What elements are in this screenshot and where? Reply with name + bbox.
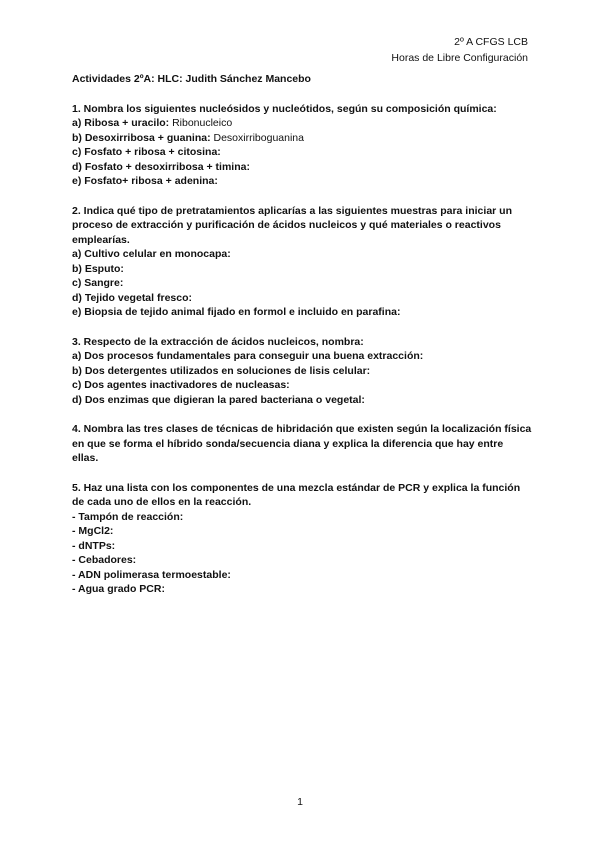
question-5-item-dntps: - dNTPs: bbox=[72, 539, 116, 552]
page-number: 1 bbox=[297, 796, 303, 808]
header-course: 2º A CFGS LCB bbox=[454, 36, 528, 48]
question-3-item-b: b) Dos detergentes utilizados en soluciones de lisis celular: bbox=[72, 364, 371, 377]
item-answer: Ribonucleico bbox=[172, 117, 233, 129]
question-3-item-c: c) Dos agentes inactivadores de nucleasas: bbox=[72, 379, 290, 391]
question-2-item-e: e) Biopsia de tejido animal fijado en formol e incluido en parafina: bbox=[72, 306, 401, 318]
question-1-item-b bbox=[72, 131, 532, 146]
document-body bbox=[72, 72, 532, 612]
question-5-item-buffer: - Tampón de reacción: bbox=[72, 510, 184, 523]
item-label: b) Desoxirribosa + guanina: bbox=[72, 131, 211, 144]
item-label: c) Fosfato + ribosa + citosina: bbox=[72, 146, 221, 158]
question-2-title: 2. Indica qué tipo de pretratamientos aplicarías a las siguientes muestras para iniciar un proceso de extracción y purificación de ácidos nucleicos y qué materiales o reactivos emplearías. bbox=[72, 204, 512, 246]
question-5-title: 5. Haz una lista con los componentes de una mezcla estándar de PCR y explica la función de cada uno de ellos en la reacción. bbox=[72, 481, 521, 508]
header-subject: Horas de Libre Configuración bbox=[391, 52, 528, 64]
question-3 bbox=[72, 335, 532, 408]
item-label: e) Fosfato+ ribosa + adenina: bbox=[72, 175, 218, 187]
question-5 bbox=[72, 481, 532, 597]
question-1-item-c bbox=[72, 145, 532, 160]
question-2-item-b: b) Esputo: bbox=[72, 262, 124, 275]
question-3-item-d: d) Dos enzimas que digieran la pared bacteriana o vegetal: bbox=[72, 393, 365, 406]
question-5-item-mgcl2: - MgCl2: bbox=[72, 525, 114, 537]
question-3-item-a: a) Dos procesos fundamentales para conseguir una buena extracción: bbox=[72, 350, 424, 362]
item-answer: Desoxirriboguanina bbox=[213, 131, 304, 144]
question-1 bbox=[72, 102, 532, 189]
question-5-item-polymerase: - ADN polimerasa termoestable: bbox=[72, 568, 231, 581]
question-4 bbox=[72, 422, 532, 466]
question-2 bbox=[72, 204, 532, 320]
question-5-item-primers: - Cebadores: bbox=[72, 554, 137, 566]
item-label: d) Fosfato + desoxirribosa + timina: bbox=[72, 160, 250, 173]
question-2-item-d: d) Tejido vegetal fresco: bbox=[72, 291, 192, 304]
item-label: a) Ribosa + uracilo: bbox=[72, 117, 170, 129]
question-2-item-a: a) Cultivo celular en monocapa: bbox=[72, 248, 231, 260]
page-header bbox=[391, 34, 528, 66]
question-4-title: 4. Nombra las tres clases de técnicas de hibridación que existen según la localización física en que se forma el híbrido sonda/secuencia diana y explica la diferencia que hay entre ellas. bbox=[72, 423, 532, 464]
question-1-item-d bbox=[72, 160, 532, 175]
question-2-item-c: c) Sangre: bbox=[72, 277, 124, 289]
question-1-item-e bbox=[72, 174, 532, 189]
question-1-title: 1. Nombra los siguientes nucleósidos y nucleótidos, según su composición química: bbox=[72, 102, 497, 115]
question-5-item-water: - Agua grado PCR: bbox=[72, 583, 165, 595]
question-3-title: 3. Respecto de la extracción de ácidos nucleicos, nombra: bbox=[72, 335, 364, 348]
question-1-item-a bbox=[72, 116, 532, 131]
document-title: Actividades 2ºA: HLC: Judith Sánchez Mancebo bbox=[72, 73, 311, 85]
